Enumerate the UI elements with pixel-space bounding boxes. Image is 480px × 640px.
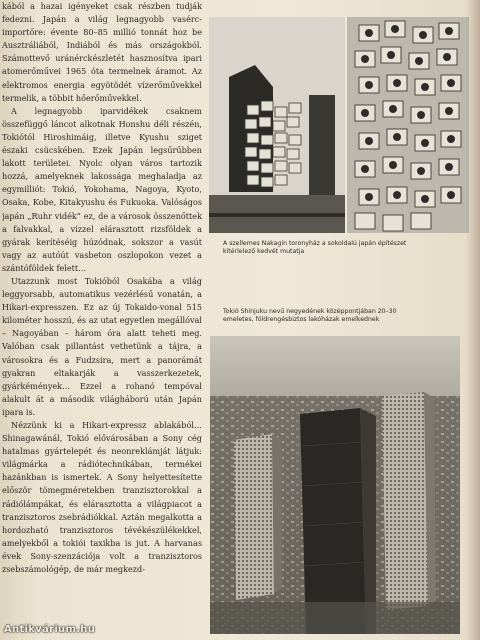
page-edge-shadow bbox=[466, 0, 480, 640]
shinjuku-city-illustration bbox=[210, 336, 460, 634]
bottom-photo-caption: Tokió Shinjuku nevű negyedének középpontjában 20–30 emeletes, földrengésbiztos lakóházak emelkednek bbox=[223, 308, 397, 324]
body-text-column bbox=[2, 0, 202, 640]
paragraph: Utazzunk most Tokióból Osakába a világ leggyorsabb, automatikus vezérlésű vonatán, a Hikari-expresszen. Ez az új Tokaido-vonal 515 kilométer hosszú, és az utat egyetlen megállóval – Nagoyában – három óra alatt teheti meg. Valóban csak pillantást vethetünk a tájra, a városokra és a Fudzsira, mert a panorámát gyakran eltakarják a vasszerkezetek, gyárkémények… Ezzel a rohanó tempóval alakult át a második világháború után Japán ipara is. bbox=[2, 275, 202, 417]
nakagin-tower-illustration bbox=[209, 17, 469, 233]
shinjuku-skyscrapers-photo bbox=[210, 336, 460, 634]
paragraph: A legnagyobb iparvidékek csaknem összefüggő láncot alkotnak Honshu déli részén, Tokiótól Hiroshimáig, illetve Kyushu sziget északi csücskében. Ezek Japán legsűrűbben lakott területei. Nyolc olyan város tartozik hozzá, amelyeknek lakossága meghaladja az egymilliót: Tokió, Yokohama, Nagoya, Kyoto, Osaka, Kobe, Kitakyushu és Fukuoka. Valóságos japán „Ruhr vidék” ez, de a városok összenőttek a falvakkal, a vízzel elárasztott rizsföldek a gyárak kerítéséig húzódnak, sokszor a vasút vagy az autóút vasbeton oszlopokon vezet a szántóföldek felett… bbox=[2, 105, 202, 273]
watermark: Antikvárium.hu bbox=[4, 624, 96, 635]
paragraph: kából a hazai igényeket csak részben tudják fedezni. Japán a világ legnagyobb vasérc-importőre: évente 80–85 millió tonnát hoz be Ausztráliából, Indiából és más országokból. Számottevő uránérckészletét hasznosítva ipari atomerőművei 1965 óta termelnek áramot. Az elektromos energia egyötödét vízerőművekkel termelik, a többit hőerőművekkel. bbox=[2, 1, 202, 103]
nakagin-tower-photo bbox=[209, 17, 469, 233]
top-photo-caption: A szellemes Nakagin toronyház a sokoldalú japán építészet kitérlelező kedvét mutatja bbox=[223, 240, 407, 256]
paragraph: Nézzünk ki a Hikari-expressz ablakából… Shinagawánál, Tokió elővárosában a Sony cég hatalmas gyártelepét és neonreklámját látjuk: világmárka a rádiótechnikában, termékei hazánkban is ismertek. A Sony helyettesítette először tömegméretekben tranzisztorokkal a rádiólámpákat, és elárasztotta a világpiacot a tranzisztoros zsebrádiókkal. Aztán megalkotta a hordozható tranzisztoros tévékészülékekkel, amelyekből a tokiói taxikba is jut. A harvanas évek Sony-szenzációja volt a tranzisztoros zsebszámológép, de már megkezd- bbox=[2, 420, 202, 575]
